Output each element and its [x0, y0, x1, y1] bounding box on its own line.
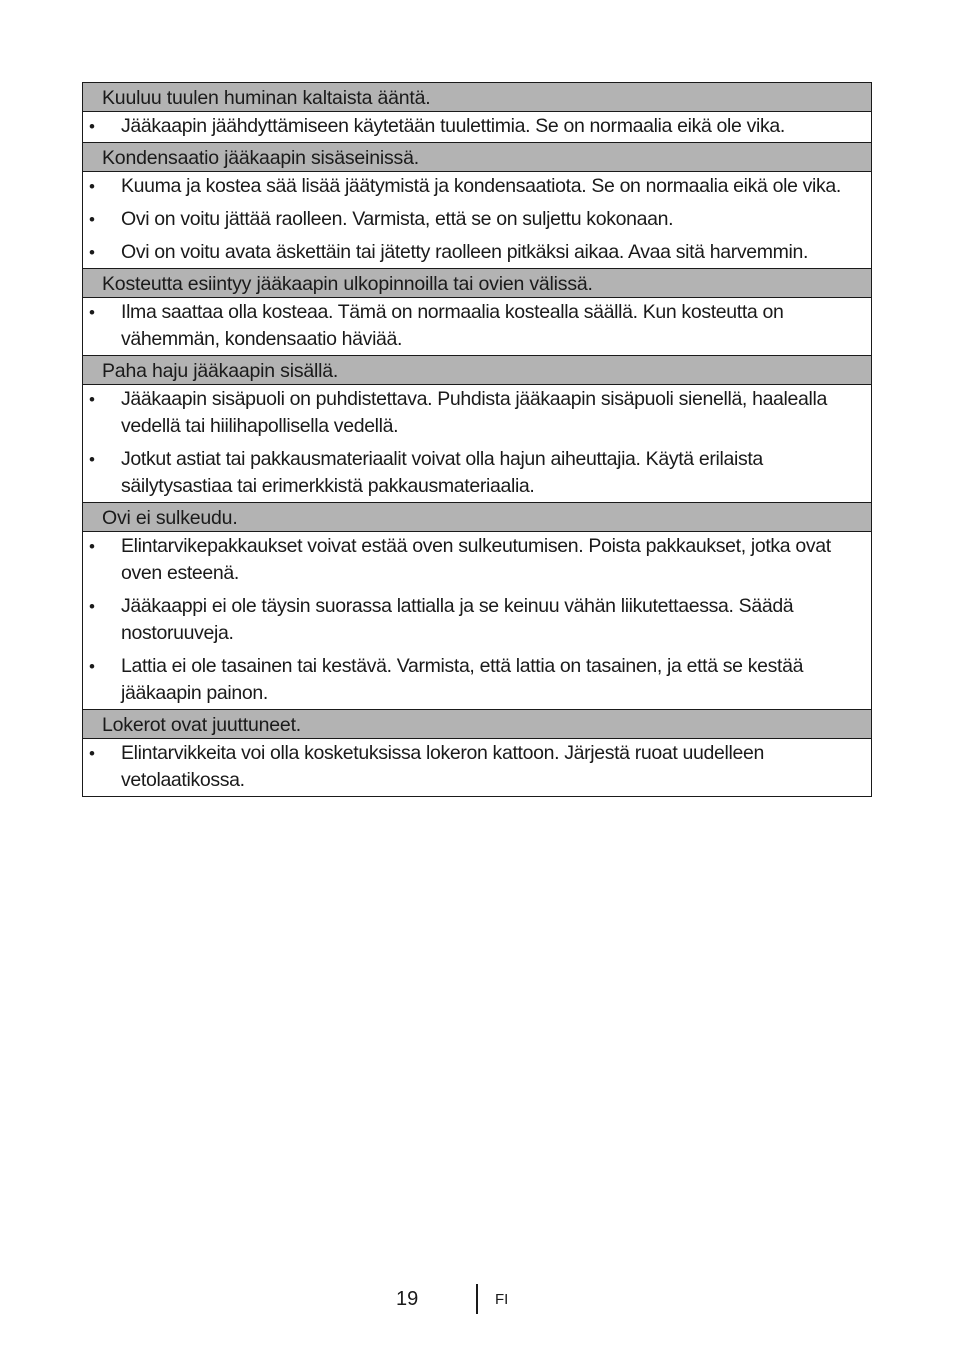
list-item-text: Jääkaapin jäähdyttämiseen käytetään tuulettimia. Se on normaalia eikä ole vika.: [121, 115, 785, 137]
list-item: [83, 386, 871, 440]
list-item: [83, 446, 871, 500]
bullet-icon: •: [89, 390, 95, 409]
section-header-door-not-closing: Ovi ei sulkeudu.: [83, 503, 871, 532]
list-item: [83, 206, 871, 233]
bullet-icon: •: [89, 303, 95, 322]
bullet-icon: •: [89, 597, 95, 616]
section-body-wind-noise: [83, 112, 871, 143]
section-header-drawers-stuck: Lokerot ovat juuttuneet.: [83, 710, 871, 739]
list-item-text: Jotkut astiat tai pakkausmateriaalit voivat olla hajun aiheuttajia. Käytä erilaista säilytysastiaa tai erimerkkistä pakkausmateriaalia.: [121, 448, 763, 497]
list-item: [83, 740, 871, 794]
page-footer: [0, 1284, 954, 1316]
page-number: 19: [396, 1288, 419, 1310]
bullet-icon: •: [89, 450, 95, 469]
list-item: [83, 593, 871, 647]
bullet-icon: •: [89, 744, 95, 763]
bullet-icon: •: [89, 117, 95, 136]
list-item-text: Jääkaappi ei ole täysin suorassa lattialla ja se keinuu vähän liikutettaessa. Säädä nostoruuveja.: [121, 595, 794, 644]
list-item-text: Ovi on voitu avata äskettäin tai jätetty raolleen pitkäksi aikaa. Avaa sitä harvemmin.: [121, 241, 809, 263]
troubleshooting-table: [82, 82, 872, 797]
list-item: [83, 299, 871, 353]
footer-divider: [476, 1284, 478, 1314]
section-body-moisture-outside: [83, 298, 871, 356]
section-header-wind-noise: Kuuluu tuulen huminan kaltaista ääntä.: [83, 83, 871, 112]
bullet-icon: •: [89, 243, 95, 262]
list-item: [83, 653, 871, 707]
list-item: [83, 239, 871, 266]
section-body-bad-smell: [83, 385, 871, 503]
list-item-text: Ilma saattaa olla kosteaa. Tämä on normaalia kostealla säällä. Kun kosteutta on vähemmän, kondensaatio häviää.: [121, 301, 784, 350]
language-code: FI: [495, 1291, 509, 1308]
list-item-text: Lattia ei ole tasainen tai kestävä. Varmista, että lattia on tasainen, ja että se kestää jääkaapin painon.: [121, 655, 804, 704]
bullet-icon: •: [89, 657, 95, 676]
list-item-text: Kuuma ja kostea sää lisää jäätymistä ja kondensaatiota. Se on normaalia eikä ole vika.: [121, 175, 841, 197]
list-item-text: Ovi on voitu jättää raolleen. Varmista, että se on suljettu kokonaan.: [121, 208, 674, 230]
list-item-text: Elintarvikepakkaukset voivat estää oven sulkeutumisen. Poista pakkaukset, jotka ovat oven esteenä.: [121, 535, 831, 584]
section-body-condensation-inside: [83, 172, 871, 269]
section-header-moisture-outside: Kosteutta esiintyy jääkaapin ulkopinnoilla tai ovien välissä.: [83, 269, 871, 298]
list-item-text: Jääkaapin sisäpuoli on puhdistettava. Puhdista jääkaapin sisäpuoli sienellä, haalealla vedellä tai hiilihapollisella vedellä.: [121, 388, 827, 437]
section-body-drawers-stuck: [83, 739, 871, 796]
bullet-icon: •: [89, 210, 95, 229]
section-header-condensation-inside: Kondensaatio jääkaapin sisäseinissä.: [83, 143, 871, 172]
list-item: [83, 173, 871, 200]
list-item: [83, 113, 871, 140]
list-item: [83, 533, 871, 587]
section-body-door-not-closing: [83, 532, 871, 710]
bullet-icon: •: [89, 537, 95, 556]
section-header-bad-smell: Paha haju jääkaapin sisällä.: [83, 356, 871, 385]
bullet-icon: •: [89, 177, 95, 196]
list-item-text: Elintarvikkeita voi olla kosketuksissa lokeron kattoon. Järjestä ruoat uudelleen vetolaatikossa.: [121, 742, 764, 791]
